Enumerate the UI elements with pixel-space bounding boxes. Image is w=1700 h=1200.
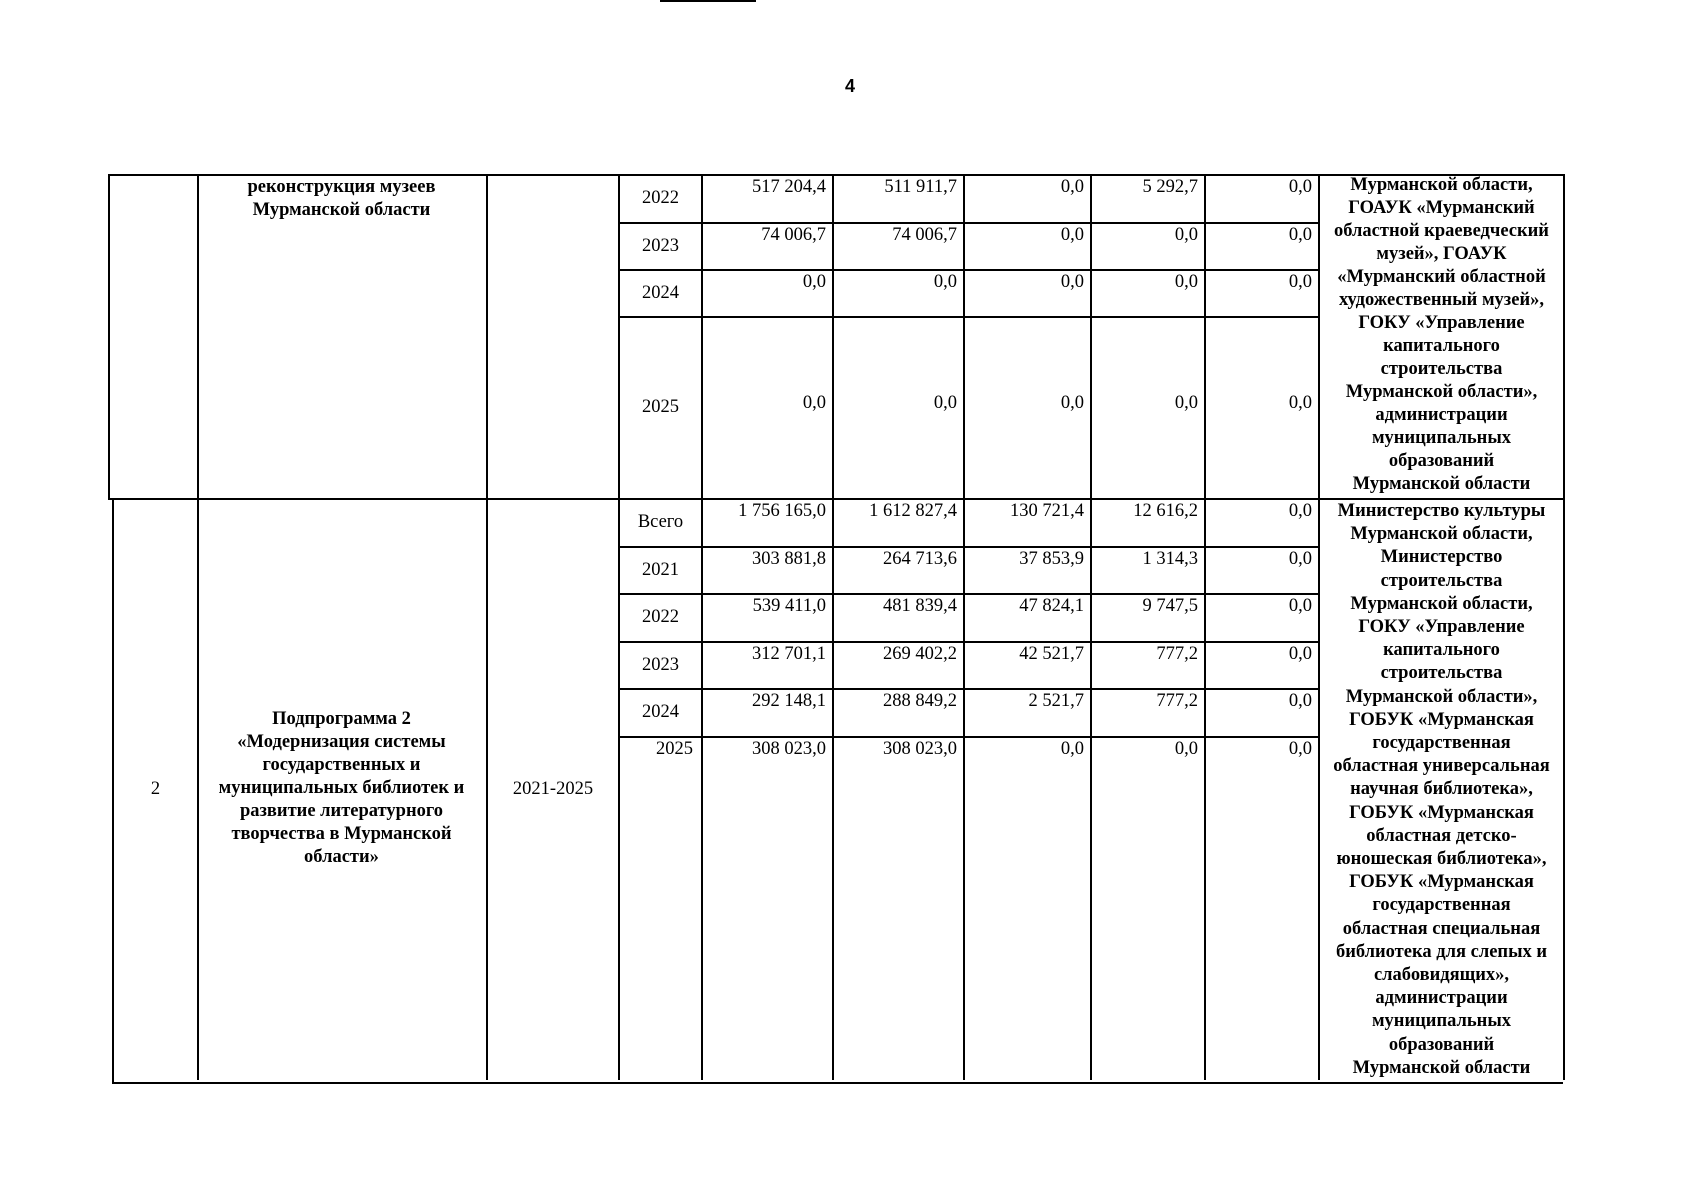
amount-cell: 0,0 [1288,501,1312,521]
column-divider [963,174,965,1080]
subprogram-name-line: «Модернизация системы [237,732,446,752]
subprogram-name-line: муниципальных библиотек и [218,778,465,798]
amount-cell: 264 713,6 [883,549,957,569]
amount-cell: 1 314,3 [1142,549,1198,569]
executor-line: Мурманской области», [1345,686,1538,707]
amount-cell: 1 612 827,4 [869,501,957,521]
amount-cell: 12 616,2 [1133,501,1198,521]
amount-cell: 0,0 [933,272,957,292]
amount-cell: 0,0 [1288,644,1312,664]
executor-line: ГОКУ «Управление [1358,313,1525,333]
executor-line: областной краеведческий [1334,221,1549,241]
executor-line: образований [1388,1034,1495,1055]
top-rule [660,0,756,2]
column-divider [832,174,834,1080]
executor-line: «Мурманский областной [1337,267,1546,287]
period: 2021-2025 [512,779,594,799]
amount-cell: 0,0 [1288,596,1312,616]
amount-cell: 517 204,4 [752,177,826,197]
executor-line: слабовидящих», [1373,965,1510,986]
executor-line: администрации [1375,988,1508,1009]
executor-line: Мурманской области, [1350,524,1533,545]
executor-line: научная библиотека», [1350,779,1533,800]
year-label: 2025 [642,397,679,417]
border-left-upper [108,174,110,498]
year-label: 2024 [642,702,679,722]
column-divider [1318,174,1320,1080]
subprogram-name-line: области» [304,847,379,867]
executor-line: областная универсальная [1333,756,1550,777]
amount-cell: 0,0 [1060,177,1084,197]
executor-line: строительства [1380,663,1503,684]
executor-line: ГОКУ «Управление [1358,617,1525,638]
amount-cell: 0,0 [1288,393,1312,413]
year-label: 2022 [642,607,679,627]
executor-line: строительства [1380,570,1503,591]
year-label: 2022 [642,188,679,208]
amount-cell: 2 521,7 [1028,691,1084,711]
amount-cell: 292 148,1 [752,691,826,711]
column-divider [197,174,199,1080]
page-number: 4 [844,76,855,96]
subrow-divider [618,316,1318,318]
measure-name: реконструкция музеев Мурманской области [247,177,436,220]
column-divider [1563,174,1565,1080]
year-label: Всего [637,512,684,532]
amount-cell: 37 853,9 [1019,549,1084,569]
executor-line: ГОАУК «Мурманский [1348,198,1535,218]
executor-line: музей», ГОАУК [1376,244,1507,264]
amount-cell: 0,0 [1288,691,1312,711]
amount-cell: 308 023,0 [752,739,826,759]
subprogram-name-line: творчества в Мурманской [231,824,452,844]
amount-cell: 5 292,7 [1142,177,1198,197]
subprogram-name-line: развитие литературного [239,801,444,821]
executor-line: капитального [1383,640,1500,661]
amount-cell: 777,2 [1156,644,1198,664]
executor-line: администрации [1375,405,1508,425]
executors-row1 [1322,174,1561,498]
amount-cell: 47 824,1 [1019,596,1084,616]
executor-line: ГОБУК «Мурманская [1349,709,1534,730]
amount-cell: 74 006,7 [892,225,957,245]
amount-cell: 0,0 [1288,549,1312,569]
executor-line: Мурманской области, [1350,175,1533,195]
executor-line: Мурманской области [1352,1057,1531,1078]
subprogram-name-line: государственных и [262,755,421,775]
amount-cell: 1 756 165,0 [738,501,826,521]
amount-cell: 269 402,2 [883,644,957,664]
executor-line: Министерство [1380,547,1503,568]
executor-line: образований [1388,451,1495,471]
amount-cell: 481 839,4 [883,596,957,616]
executor-line: муниципальных [1371,1011,1512,1032]
column-divider [1090,174,1092,1080]
executor-line: областная специальная [1342,918,1541,939]
year-label: 2024 [642,282,679,303]
executors-row2 [1322,500,1561,1084]
executor-line: Министерство культуры [1337,501,1546,521]
amount-cell: 308 023,0 [883,739,957,759]
executor-line: Мурманской области [1352,474,1531,494]
amount-cell: 312 701,1 [752,644,826,664]
amount-cell: 130 721,4 [1010,501,1084,521]
subprogram-name [199,708,484,878]
amount-cell: 9 747,5 [1142,596,1198,616]
amount-cell: 0,0 [1288,225,1312,245]
subprogram-name-line: Подпрограмма 2 [272,709,411,729]
executor-line: юношеская библиотека», [1336,849,1547,870]
executor-line: государственная [1372,733,1511,754]
amount-cell: 777,2 [1156,691,1198,711]
executor-line: ГОБУК «Мурманская [1349,872,1534,893]
executor-line: капитального [1383,336,1500,356]
executor-line: библиотека для слепых и [1335,941,1548,962]
column-divider [701,174,703,1080]
amount-cell: 0,0 [1174,272,1198,292]
executor-line: муниципальных [1371,428,1512,448]
amount-cell: 0,0 [1174,739,1198,759]
row-number: 2 [150,779,161,799]
amount-cell: 0,0 [933,393,957,413]
amount-cell: 0,0 [802,272,826,292]
year-label: 2023 [642,235,679,256]
executor-line: ГОБУК «Мурманская [1349,802,1534,823]
amount-cell: 0,0 [1060,225,1084,245]
amount-cell: 0,0 [1174,393,1198,413]
amount-cell: 0,0 [1288,272,1312,292]
amount-cell: 511 911,7 [884,177,957,197]
year-label: 2025 [656,739,693,759]
year-label: 2023 [642,654,679,675]
executor-line: строительства [1380,359,1503,379]
column-divider [1204,174,1206,1080]
amount-cell: 0,0 [1288,177,1312,197]
executor-line: Мурманской области», [1345,382,1538,402]
executor-line: областная детско- [1366,825,1517,846]
amount-cell: 0,0 [1174,225,1198,245]
amount-cell: 0,0 [1060,739,1084,759]
executor-line: Мурманской области, [1350,593,1533,614]
executor-line: художественный музей», [1339,290,1544,310]
amount-cell: 0,0 [802,393,826,413]
amount-cell: 0,0 [1288,739,1312,759]
year-label: 2021 [642,559,679,580]
executor-line: государственная [1372,895,1511,916]
amount-cell: 539 411,0 [752,596,826,616]
amount-cell: 0,0 [1060,393,1084,413]
amount-cell: 42 521,7 [1019,644,1084,664]
amount-cell: 0,0 [1060,272,1084,292]
amount-cell: 288 849,2 [883,691,957,711]
amount-cell: 74 006,7 [761,225,826,245]
amount-cell: 303 881,8 [752,549,826,569]
